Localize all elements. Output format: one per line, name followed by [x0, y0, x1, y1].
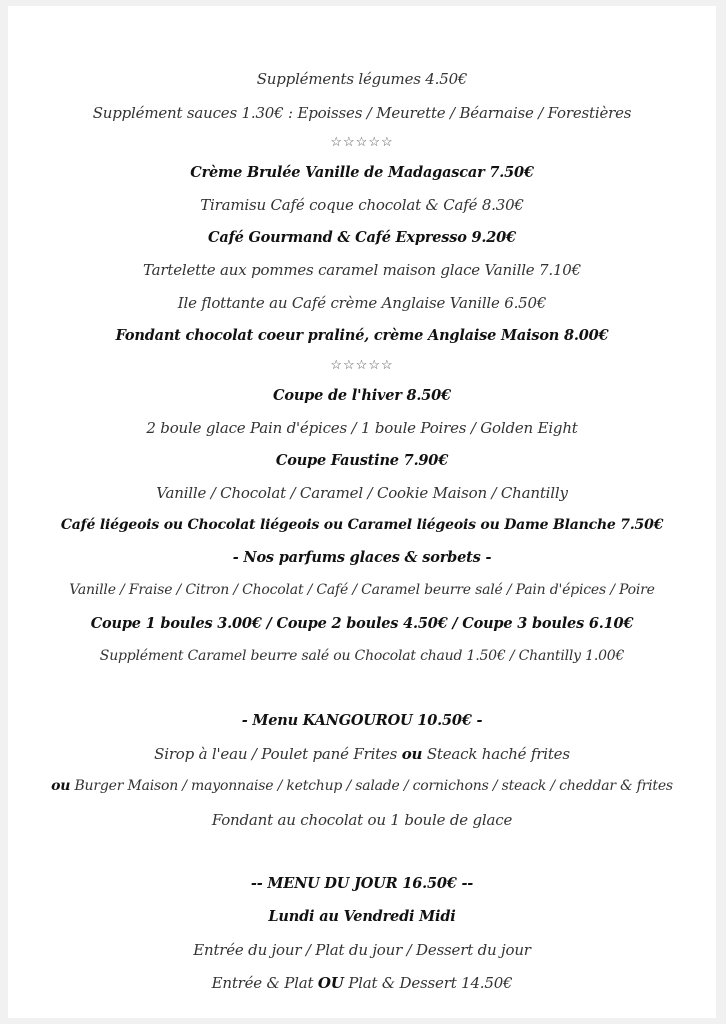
- coupe-faustine: Coupe Faustine 7.90€: [275, 452, 449, 469]
- coupe-faustine-desc: Vanille / Chocolat / Caramel / Cookie Maison / Chantilly: [156, 484, 568, 502]
- menu-du-jour-composition: Entrée du jour / Plat du jour / Dessert du jour: [193, 941, 531, 959]
- menu-page: [8, 6, 716, 1018]
- kangourou-line1-start: Sirop à l'eau / Poulet pané Frites: [154, 745, 402, 763]
- coupes-prix: Coupe 1 boules 3.00€ / Coupe 2 boules 4.50€ / Coupe 3 boules 6.10€: [90, 615, 634, 632]
- supplement-glace: Supplément Caramel beurre salé ou Chocolat chaud 1.50€ / Chantilly 1.00€: [99, 648, 625, 664]
- kangourou-line2-ou: ou: [51, 778, 71, 794]
- star-separator: ☆☆☆☆☆: [330, 135, 394, 150]
- menu-du-jour-formule: [8, 974, 716, 992]
- menu-kangourou-line2: [8, 778, 716, 794]
- menu-kangourou-line1: [8, 745, 716, 763]
- dessert-tiramisu: Tiramisu Café coque chocolat & Café 8.30€: [200, 196, 524, 214]
- kangourou-line1-end: Steack haché frites: [422, 745, 570, 763]
- kangourou-line1-ou: ou: [401, 745, 423, 763]
- supplement-sauces: Supplément sauces 1.30€ : Epoisses / Meurette / Béarnaise / Forestières: [92, 104, 632, 122]
- formule-ou: OU: [317, 974, 344, 992]
- star-separator: ☆☆☆☆☆: [330, 358, 394, 373]
- menu-du-jour-title: -- MENU DU JOUR 16.50€ --: [250, 875, 474, 892]
- supplement-legumes: Suppléments légumes 4.50€: [256, 70, 468, 88]
- menu-kangourou-title: - Menu KANGOUROU 10.50€ -: [241, 712, 483, 729]
- dessert-ile-flottante: Ile flottante au Café crème Anglaise Vanille 6.50€: [177, 294, 547, 312]
- dessert-creme-brulee: Crème Brulée Vanille de Madagascar 7.50€: [190, 164, 534, 181]
- dessert-fondant: Fondant chocolat coeur praliné, crème Anglaise Maison 8.00€: [115, 327, 609, 344]
- dessert-cafe-gourmand: Café Gourmand & Café Expresso 9.20€: [208, 229, 516, 246]
- parfums-title: - Nos parfums glaces & sorbets -: [232, 549, 492, 566]
- formule-end: Plat & Dessert 14.50€: [343, 974, 513, 992]
- coupe-hiver-desc: 2 boule glace Pain d'épices / 1 boule Poires / Golden Eight: [146, 419, 578, 437]
- formule-start: Entrée & Plat: [211, 974, 318, 992]
- coupe-hiver: Coupe de l'hiver 8.50€: [273, 387, 451, 404]
- liegeois-list: Café liégeois ou Chocolat liégeois ou Caramel liégeois ou Dame Blanche 7.50€: [60, 517, 664, 533]
- parfums-list: Vanille / Fraise / Citron / Chocolat / Café / Caramel beurre salé / Pain d'épices / Poire: [69, 582, 655, 598]
- menu-kangourou-line3: Fondant au chocolat ou 1 boule de glace: [211, 811, 513, 829]
- dessert-tartelette: Tartelette aux pommes caramel maison glace Vanille 7.10€: [143, 261, 581, 279]
- kangourou-line2-rest: Burger Maison / mayonnaise / ketchup / salade / cornichons / steack / cheddar & frites: [70, 778, 673, 794]
- menu-du-jour-days: Lundi au Vendredi Midi: [268, 908, 456, 925]
